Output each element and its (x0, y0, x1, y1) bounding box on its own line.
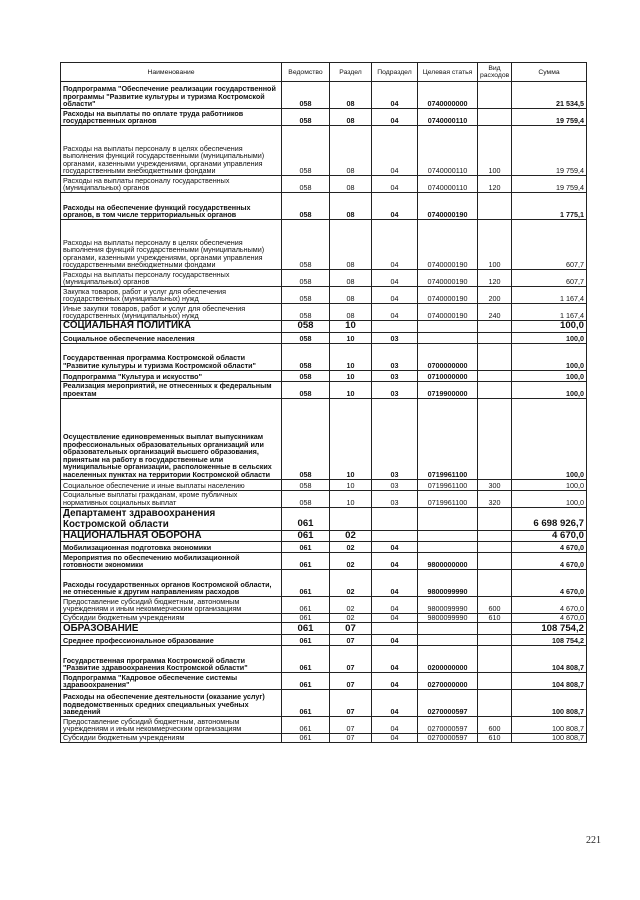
cell-name: Расходы на выплаты персоналу в целях обеспечения выполнения функций государственными (муниципальными) органами, казенными учреждениями, органами управления государственными внебюджетными фондами (61, 220, 282, 270)
cell-dept: 061 (282, 530, 330, 542)
cell-target: 0740000000 (418, 82, 478, 109)
cell-target: 9800099990 (418, 614, 478, 623)
cell-dept: 061 (282, 635, 330, 646)
cell-name: Мероприятия по обеспечению мобилизационной готовности экономики (61, 553, 282, 570)
cell-section: 02 (330, 530, 372, 542)
cell-name: Государственная программа Костромской области "Развитие культуры и туризма Костромской области" (61, 343, 282, 370)
cell-section: 10 (330, 479, 372, 490)
cell-target (418, 321, 478, 333)
cell-sum: 104 808,7 (512, 646, 587, 673)
table-row (61, 635, 587, 646)
cell-sum: 4 670,0 (512, 530, 587, 542)
cell-subsection: 03 (372, 490, 418, 507)
cell-subsection (372, 507, 418, 530)
cell-name: Расходы государственных органов Костромской области, не отнесенные к другим направлениям расходов (61, 570, 282, 597)
cell-name: Расходы на обеспечение деятельности (оказание услуг) подведомственных средних специальных учебных заведений (61, 690, 282, 717)
cell-dept: 058 (282, 270, 330, 287)
cell-target: 0270000000 (418, 673, 478, 690)
table-row (61, 287, 587, 304)
cell-sum: 100,0 (512, 490, 587, 507)
cell-subsection (372, 530, 418, 542)
cell-name: Подпрограмма "Культура и искусство" (61, 370, 282, 381)
cell-sum: 1 167,4 (512, 304, 587, 321)
cell-sum: 1 167,4 (512, 287, 587, 304)
table-row (61, 673, 587, 690)
header-dept: Ведомство (282, 63, 330, 82)
cell-target (418, 542, 478, 553)
cell-expense (478, 381, 512, 398)
cell-dept: 058 (282, 381, 330, 398)
table-row (61, 490, 587, 507)
cell-target: 0740000190 (418, 220, 478, 270)
cell-expense (478, 332, 512, 343)
cell-section: 07 (330, 635, 372, 646)
cell-sum: 1 775,1 (512, 193, 587, 220)
cell-subsection: 04 (372, 717, 418, 734)
cell-subsection: 04 (372, 82, 418, 109)
cell-subsection: 04 (372, 570, 418, 597)
cell-target: 9800099990 (418, 597, 478, 614)
cell-expense: 300 (478, 479, 512, 490)
cell-target: 0740000190 (418, 304, 478, 321)
cell-subsection: 04 (372, 220, 418, 270)
cell-target: 0740000110 (418, 176, 478, 193)
table-row (61, 370, 587, 381)
cell-expense: 600 (478, 717, 512, 734)
cell-section: 02 (330, 570, 372, 597)
cell-section: 10 (330, 370, 372, 381)
cell-target: 0719961100 (418, 479, 478, 490)
cell-expense (478, 321, 512, 333)
cell-section: 08 (330, 126, 372, 176)
cell-name: Осуществление единовременных выплат выпускникам профессиональных образовательных организаций или образовательных организаций высшего образования, принятым на работу в государственные или муниципальные организации, расположенные в сельских населенных пунктах на территории Костромской области (61, 398, 282, 479)
cell-expense: 120 (478, 270, 512, 287)
cell-subsection: 03 (372, 370, 418, 381)
cell-subsection: 04 (372, 193, 418, 220)
cell-target: 0700000000 (418, 343, 478, 370)
cell-section: 07 (330, 690, 372, 717)
cell-section: 10 (330, 332, 372, 343)
cell-sum: 4 670,0 (512, 542, 587, 553)
cell-expense: 120 (478, 176, 512, 193)
cell-subsection: 04 (372, 614, 418, 623)
cell-name: ОБРАЗОВАНИЕ (61, 623, 282, 635)
cell-sum: 19 759,4 (512, 176, 587, 193)
cell-sum: 4 670,0 (512, 570, 587, 597)
cell-subsection: 04 (372, 553, 418, 570)
cell-expense (478, 370, 512, 381)
cell-expense (478, 635, 512, 646)
cell-dept: 058 (282, 398, 330, 479)
header-sum: Сумма (512, 63, 587, 82)
cell-target: 0740000110 (418, 126, 478, 176)
cell-dept: 058 (282, 479, 330, 490)
cell-expense (478, 623, 512, 635)
cell-target: 0719961100 (418, 490, 478, 507)
header-section: Раздел (330, 63, 372, 82)
cell-name: Социальное обеспечение и иные выплаты населению (61, 479, 282, 490)
cell-dept: 061 (282, 734, 330, 743)
cell-expense: 200 (478, 287, 512, 304)
cell-target: 0200000000 (418, 646, 478, 673)
cell-subsection: 03 (372, 332, 418, 343)
cell-expense (478, 343, 512, 370)
cell-target: 0270000597 (418, 717, 478, 734)
cell-dept: 061 (282, 570, 330, 597)
cell-section: 10 (330, 321, 372, 333)
cell-dept: 061 (282, 542, 330, 553)
cell-subsection: 03 (372, 381, 418, 398)
cell-sum: 100 808,7 (512, 690, 587, 717)
cell-target: 9800000000 (418, 553, 478, 570)
table-row (61, 623, 587, 635)
cell-name: Департамент здравоохранения Костромской области (61, 507, 282, 530)
header-subsection: Подраздел (372, 63, 418, 82)
cell-subsection: 04 (372, 126, 418, 176)
table-row (61, 717, 587, 734)
cell-sum: 19 759,4 (512, 126, 587, 176)
header-target: Целевая статья (418, 63, 478, 82)
table-row (61, 193, 587, 220)
cell-target (418, 530, 478, 542)
cell-expense (478, 542, 512, 553)
cell-section: 10 (330, 398, 372, 479)
cell-dept: 058 (282, 193, 330, 220)
cell-section: 08 (330, 193, 372, 220)
cell-target: 0740000190 (418, 193, 478, 220)
cell-sum: 21 534,5 (512, 82, 587, 109)
budget-table-container (60, 62, 586, 743)
table-row (61, 570, 587, 597)
cell-subsection: 03 (372, 343, 418, 370)
cell-expense (478, 193, 512, 220)
cell-sum: 100 808,7 (512, 717, 587, 734)
cell-sum: 607,7 (512, 270, 587, 287)
cell-sum: 607,7 (512, 220, 587, 270)
table-row (61, 734, 587, 743)
cell-subsection (372, 321, 418, 333)
cell-target: 0719961100 (418, 398, 478, 479)
cell-dept: 061 (282, 717, 330, 734)
table-row (61, 109, 587, 126)
table-row (61, 270, 587, 287)
cell-target: 0270000597 (418, 734, 478, 743)
cell-target: 0740000110 (418, 109, 478, 126)
cell-section: 08 (330, 176, 372, 193)
cell-sum: 4 670,0 (512, 614, 587, 623)
cell-name: Мобилизационная подготовка экономики (61, 542, 282, 553)
page-number: 221 (586, 835, 601, 846)
cell-dept: 061 (282, 614, 330, 623)
cell-sum: 108 754,2 (512, 635, 587, 646)
cell-sum: 104 808,7 (512, 673, 587, 690)
table-row (61, 597, 587, 614)
cell-expense: 100 (478, 220, 512, 270)
cell-dept: 058 (282, 82, 330, 109)
cell-target: 0719900000 (418, 381, 478, 398)
table-row (61, 553, 587, 570)
cell-target: 0710000000 (418, 370, 478, 381)
cell-sum: 100,0 (512, 343, 587, 370)
cell-name: Социальные выплаты гражданам, кроме публичных нормативных социальных выплат (61, 490, 282, 507)
table-row (61, 530, 587, 542)
cell-expense (478, 570, 512, 597)
cell-name: Социальное обеспечение населения (61, 332, 282, 343)
cell-name: Реализация мероприятий, не отнесенных к федеральным проектам (61, 381, 282, 398)
cell-expense (478, 690, 512, 717)
cell-section: 08 (330, 270, 372, 287)
cell-sum: 100,0 (512, 381, 587, 398)
cell-dept: 058 (282, 343, 330, 370)
cell-section: 02 (330, 614, 372, 623)
cell-sum: 100,0 (512, 370, 587, 381)
cell-sum: 19 759,4 (512, 109, 587, 126)
cell-sum: 4 670,0 (512, 597, 587, 614)
cell-dept: 061 (282, 673, 330, 690)
cell-subsection: 04 (372, 176, 418, 193)
cell-section: 10 (330, 343, 372, 370)
cell-name: Расходы на обеспечение функций государственных органов, в том числе территориальных органов (61, 193, 282, 220)
header-name: Наименование (61, 63, 282, 82)
cell-name: Расходы на выплаты персоналу государственных (муниципальных) органов (61, 176, 282, 193)
cell-target: 0740000190 (418, 287, 478, 304)
cell-subsection: 04 (372, 646, 418, 673)
table-header-row (61, 63, 587, 82)
cell-expense: 600 (478, 597, 512, 614)
cell-dept: 058 (282, 220, 330, 270)
cell-subsection: 04 (372, 673, 418, 690)
cell-subsection: 04 (372, 734, 418, 743)
cell-expense (478, 398, 512, 479)
cell-section: 02 (330, 553, 372, 570)
cell-name: Предоставление субсидий бюджетным, автономным учреждениям и иным некоммерческим организациям (61, 597, 282, 614)
table-body (61, 82, 587, 743)
cell-sum: 100,0 (512, 479, 587, 490)
cell-expense (478, 553, 512, 570)
table-row (61, 176, 587, 193)
cell-section: 08 (330, 220, 372, 270)
cell-name: НАЦИОНАЛЬНАЯ ОБОРОНА (61, 530, 282, 542)
table-row (61, 646, 587, 673)
cell-subsection: 04 (372, 270, 418, 287)
cell-section: 07 (330, 646, 372, 673)
table-row (61, 690, 587, 717)
table-row (61, 381, 587, 398)
cell-target (418, 507, 478, 530)
cell-expense: 610 (478, 614, 512, 623)
cell-target: 9800099990 (418, 570, 478, 597)
cell-section: 07 (330, 717, 372, 734)
cell-expense (478, 82, 512, 109)
cell-subsection: 04 (372, 109, 418, 126)
cell-dept: 058 (282, 304, 330, 321)
cell-subsection: 04 (372, 690, 418, 717)
cell-section: 08 (330, 304, 372, 321)
cell-name: Субсидии бюджетным учреждениям (61, 614, 282, 623)
table-row (61, 507, 587, 530)
cell-sum: 108 754,2 (512, 623, 587, 635)
cell-section: 10 (330, 490, 372, 507)
cell-expense (478, 646, 512, 673)
cell-name: Закупка товаров, работ и услуг для обеспечения государственных (муниципальных) нужд (61, 287, 282, 304)
cell-name: Субсидии бюджетным учреждениям (61, 734, 282, 743)
cell-section: 02 (330, 597, 372, 614)
cell-dept: 061 (282, 623, 330, 635)
cell-dept: 061 (282, 690, 330, 717)
header-expense: Вид расходов (478, 63, 512, 82)
cell-expense (478, 109, 512, 126)
cell-subsection: 03 (372, 479, 418, 490)
cell-section: 07 (330, 623, 372, 635)
table-row (61, 479, 587, 490)
cell-name: Подпрограмма "Кадровое обеспечение системы здравоохранения" (61, 673, 282, 690)
cell-expense: 320 (478, 490, 512, 507)
table-row (61, 614, 587, 623)
cell-dept: 061 (282, 597, 330, 614)
cell-dept: 058 (282, 109, 330, 126)
cell-sum: 100 808,7 (512, 734, 587, 743)
cell-subsection: 04 (372, 287, 418, 304)
table-row (61, 82, 587, 109)
cell-sum: 100,0 (512, 321, 587, 333)
cell-expense (478, 530, 512, 542)
cell-subsection: 04 (372, 597, 418, 614)
cell-section: 08 (330, 82, 372, 109)
cell-dept: 058 (282, 332, 330, 343)
cell-name: Расходы на выплаты по оплате труда работников государственных органов (61, 109, 282, 126)
cell-subsection: 04 (372, 542, 418, 553)
table-row (61, 332, 587, 343)
cell-dept: 058 (282, 176, 330, 193)
cell-section: 07 (330, 734, 372, 743)
cell-section: 07 (330, 673, 372, 690)
cell-expense: 100 (478, 126, 512, 176)
table-row (61, 398, 587, 479)
table-row (61, 126, 587, 176)
budget-table (60, 62, 587, 743)
cell-name: Подпрограмма "Обеспечение реализации государственной программы "Развитие культуры и туризма Костромской области" (61, 82, 282, 109)
table-row (61, 220, 587, 270)
cell-sum: 100,0 (512, 398, 587, 479)
cell-name: Среднее профессиональное образование (61, 635, 282, 646)
cell-target (418, 635, 478, 646)
cell-section: 08 (330, 109, 372, 126)
cell-dept: 061 (282, 553, 330, 570)
table-row (61, 542, 587, 553)
cell-sum: 100,0 (512, 332, 587, 343)
cell-dept: 061 (282, 646, 330, 673)
cell-name: Государственная программа Костромской области "Развитие здравоохранения Костромской области" (61, 646, 282, 673)
cell-dept: 058 (282, 490, 330, 507)
cell-target: 0270000597 (418, 690, 478, 717)
cell-dept: 058 (282, 321, 330, 333)
cell-name: Расходы на выплаты персоналу государственных (муниципальных) органов (61, 270, 282, 287)
table-row (61, 304, 587, 321)
table-row (61, 343, 587, 370)
cell-target: 0740000190 (418, 270, 478, 287)
cell-section: 02 (330, 542, 372, 553)
cell-dept: 058 (282, 287, 330, 304)
cell-subsection: 04 (372, 304, 418, 321)
cell-dept: 058 (282, 126, 330, 176)
table-row (61, 321, 587, 333)
cell-expense: 610 (478, 734, 512, 743)
cell-name: Предоставление субсидий бюджетным, автономным учреждениям и иным некоммерческим организациям (61, 717, 282, 734)
cell-expense (478, 673, 512, 690)
cell-target (418, 332, 478, 343)
cell-subsection (372, 623, 418, 635)
cell-expense (478, 507, 512, 530)
cell-subsection: 03 (372, 398, 418, 479)
cell-dept: 061 (282, 507, 330, 530)
cell-section: 08 (330, 287, 372, 304)
cell-expense: 240 (478, 304, 512, 321)
cell-subsection: 04 (372, 635, 418, 646)
cell-dept: 058 (282, 370, 330, 381)
cell-sum: 6 698 926,7 (512, 507, 587, 530)
cell-section: 10 (330, 381, 372, 398)
cell-target (418, 623, 478, 635)
cell-section (330, 507, 372, 530)
cell-name: Иные закупки товаров, работ и услуг для обеспечения государственных (муниципальных) нужд (61, 304, 282, 321)
cell-name: СОЦИАЛЬНАЯ ПОЛИТИКА (61, 321, 282, 333)
cell-sum: 4 670,0 (512, 553, 587, 570)
cell-name: Расходы на выплаты персоналу в целях обеспечения выполнения функций государственными (муниципальными) органами, казенными учреждениями, органами управления государственными внебюджетными фондами (61, 126, 282, 176)
